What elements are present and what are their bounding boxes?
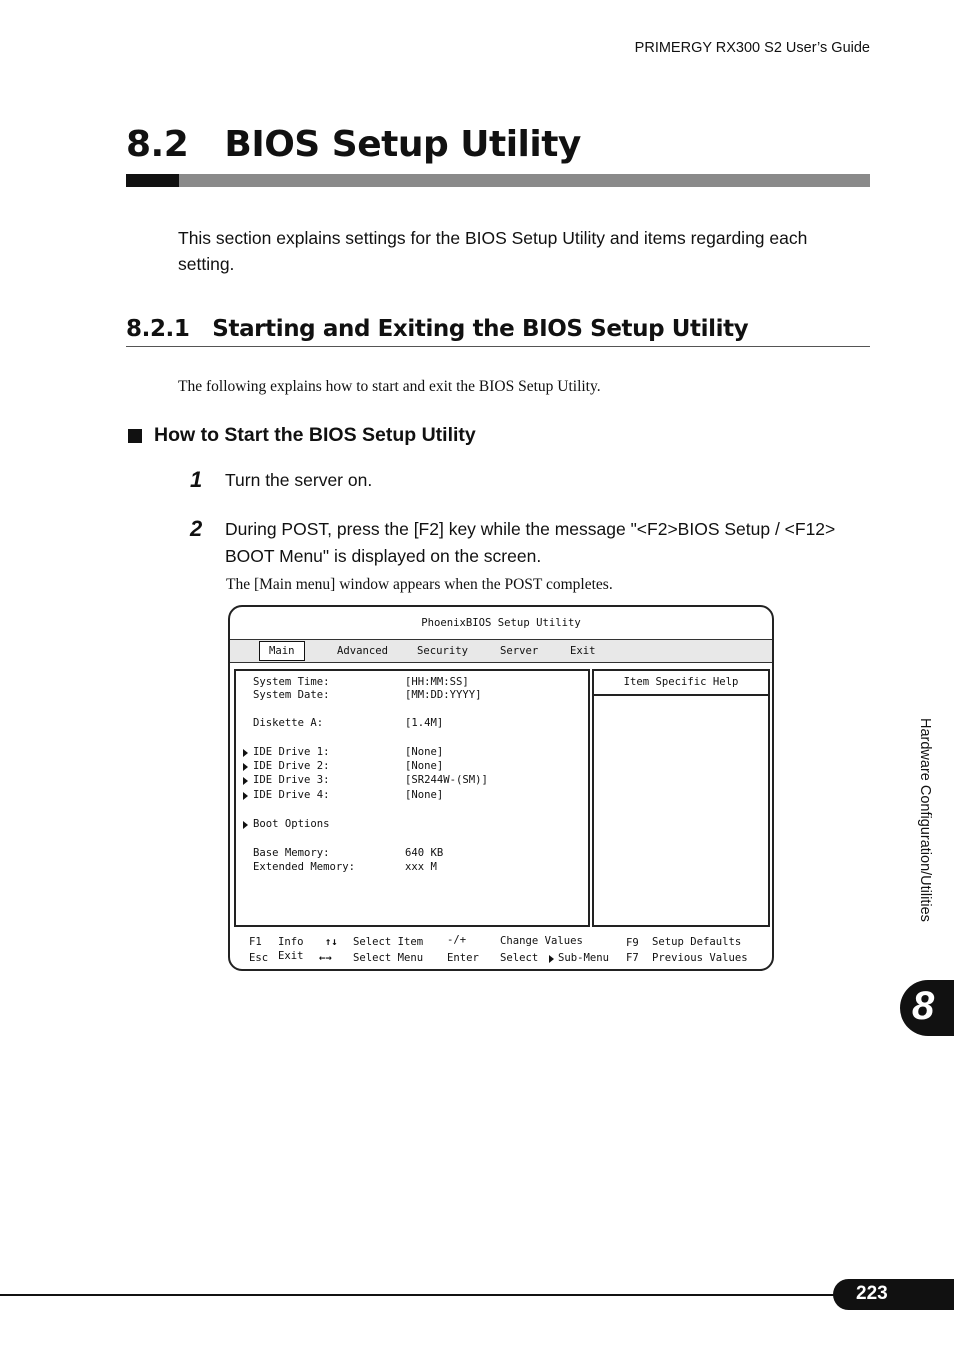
- bios-item-label: Diskette A:: [253, 717, 324, 729]
- bios-menu-security[interactable]: Security: [417, 645, 469, 657]
- key-esc: Esc: [249, 952, 269, 964]
- bios-menu-advanced[interactable]: Advanced: [337, 645, 389, 657]
- key-info-label: Info: [278, 936, 304, 948]
- bios-title: PhoenixBIOS Setup Utility: [421, 617, 581, 629]
- section-title: 8.2 BIOS Setup Utility: [126, 124, 581, 165]
- bios-item-value: [1.4M]: [405, 717, 444, 729]
- bios-item-row[interactable]: [236, 689, 588, 703]
- bios-screen: [228, 605, 774, 971]
- bios-menu-main[interactable]: Main: [259, 641, 305, 661]
- heading-rule-dark: [126, 174, 179, 187]
- page-number: 223: [856, 1283, 888, 1304]
- submenu-arrow-icon: [243, 792, 248, 800]
- key-f1: F1: [249, 936, 262, 948]
- subsection-note: The following explains how to start and exit the BIOS Setup Utility.: [178, 378, 601, 395]
- bios-item-value: [HH:MM:SS]: [405, 676, 469, 688]
- bios-help-panel: [592, 669, 770, 927]
- procedure-title: [128, 424, 476, 447]
- bios-item-row[interactable]: [236, 717, 588, 731]
- bios-item-row[interactable]: [236, 746, 588, 760]
- step-text: During POST, press the [F2] key while the message "<F2>BIOS Setup / <F12> BOOT Menu" is displayed on the screen.: [225, 519, 836, 566]
- bios-menu-server[interactable]: Server: [500, 645, 539, 657]
- key-previous-values-label: Previous Values: [652, 952, 748, 964]
- square-bullet-icon: [128, 429, 142, 443]
- bios-item-value: 640 KB: [405, 847, 444, 859]
- bios-item-row[interactable]: [236, 676, 588, 690]
- bios-item-row[interactable]: [236, 760, 588, 774]
- leftright-arrows-icon: ←→: [319, 952, 332, 964]
- bios-item-row[interactable]: [236, 818, 588, 832]
- key-select-menu-label: Select Menu: [353, 952, 424, 964]
- footer-rule: [0, 1294, 840, 1296]
- bios-main-panel: [234, 669, 590, 927]
- bios-item-label: Boot Options: [253, 818, 330, 830]
- bios-item-label: Base Memory:: [253, 847, 330, 859]
- chapter-number: 8: [912, 984, 935, 1028]
- bios-menu-bar: [230, 639, 772, 663]
- bios-item-label: IDE Drive 4:: [253, 789, 330, 801]
- key-enter: Enter: [447, 952, 479, 964]
- key-exit-label: Exit: [278, 950, 304, 962]
- submenu-arrow-icon: [549, 955, 554, 963]
- bios-item-value: [None]: [405, 760, 444, 772]
- subsection-title: 8.2.1 Starting and Exiting the BIOS Setup Utility: [126, 316, 870, 347]
- bios-item-label: IDE Drive 3:: [253, 774, 330, 786]
- bios-item-value: [None]: [405, 746, 444, 758]
- bios-item-value: xxx M: [405, 861, 437, 873]
- bios-item-label: IDE Drive 1:: [253, 746, 330, 758]
- step-number: 2: [190, 516, 203, 541]
- procedure-title-text: How to Start the BIOS Setup Utility: [154, 424, 476, 446]
- chapter-tab: [900, 980, 954, 1036]
- page-number-tab: [833, 1279, 954, 1310]
- bios-item-label: Extended Memory:: [253, 861, 356, 873]
- submenu-arrow-icon: [243, 821, 248, 829]
- submenu-arrow-icon: [243, 749, 248, 757]
- updown-arrows-icon: ↑↓: [325, 936, 338, 948]
- bios-item-row[interactable]: [236, 774, 588, 788]
- side-tab-label: Hardware Configuration/Utilities: [917, 718, 933, 922]
- key-setup-defaults-label: Setup Defaults: [652, 936, 742, 948]
- key-select-label: Select: [500, 952, 539, 964]
- bios-item-value: [MM:DD:YYYY]: [405, 689, 482, 701]
- bios-menu-exit[interactable]: Exit: [570, 645, 596, 657]
- bios-item-value: [None]: [405, 789, 444, 801]
- bios-item-label: System Date:: [253, 689, 330, 701]
- bios-item-row: [236, 847, 588, 861]
- key-f9: F9: [626, 937, 639, 949]
- key-change-values-label: Change Values: [500, 935, 583, 947]
- key-select-item-label: Select Item: [353, 936, 424, 948]
- bios-help-title: Item Specific Help: [594, 671, 768, 696]
- key-sub-menu-label: Sub-Menu: [558, 952, 610, 964]
- step-note: The [Main menu] window appears when the POST completes.: [226, 576, 613, 593]
- bios-item-label: System Time:: [253, 676, 330, 688]
- step-number: 1: [190, 467, 203, 492]
- key-plusminus: -/+: [447, 934, 467, 946]
- key-f7: F7: [626, 952, 639, 964]
- running-header: PRIMERGY RX300 S2 User’s Guide: [634, 40, 870, 56]
- bios-item-row: [236, 861, 588, 875]
- step-text: Turn the server on.: [225, 470, 373, 490]
- bios-item-value: [SR244W-(SM)]: [405, 774, 488, 786]
- heading-rule-grey: [179, 174, 870, 187]
- submenu-arrow-icon: [243, 763, 248, 771]
- section-intro: This section explains settings for the BIOS Setup Utility and items regarding each setting.: [178, 228, 808, 274]
- submenu-arrow-icon: [243, 777, 248, 785]
- bios-item-label: IDE Drive 2:: [253, 760, 330, 772]
- bios-item-row[interactable]: [236, 789, 588, 803]
